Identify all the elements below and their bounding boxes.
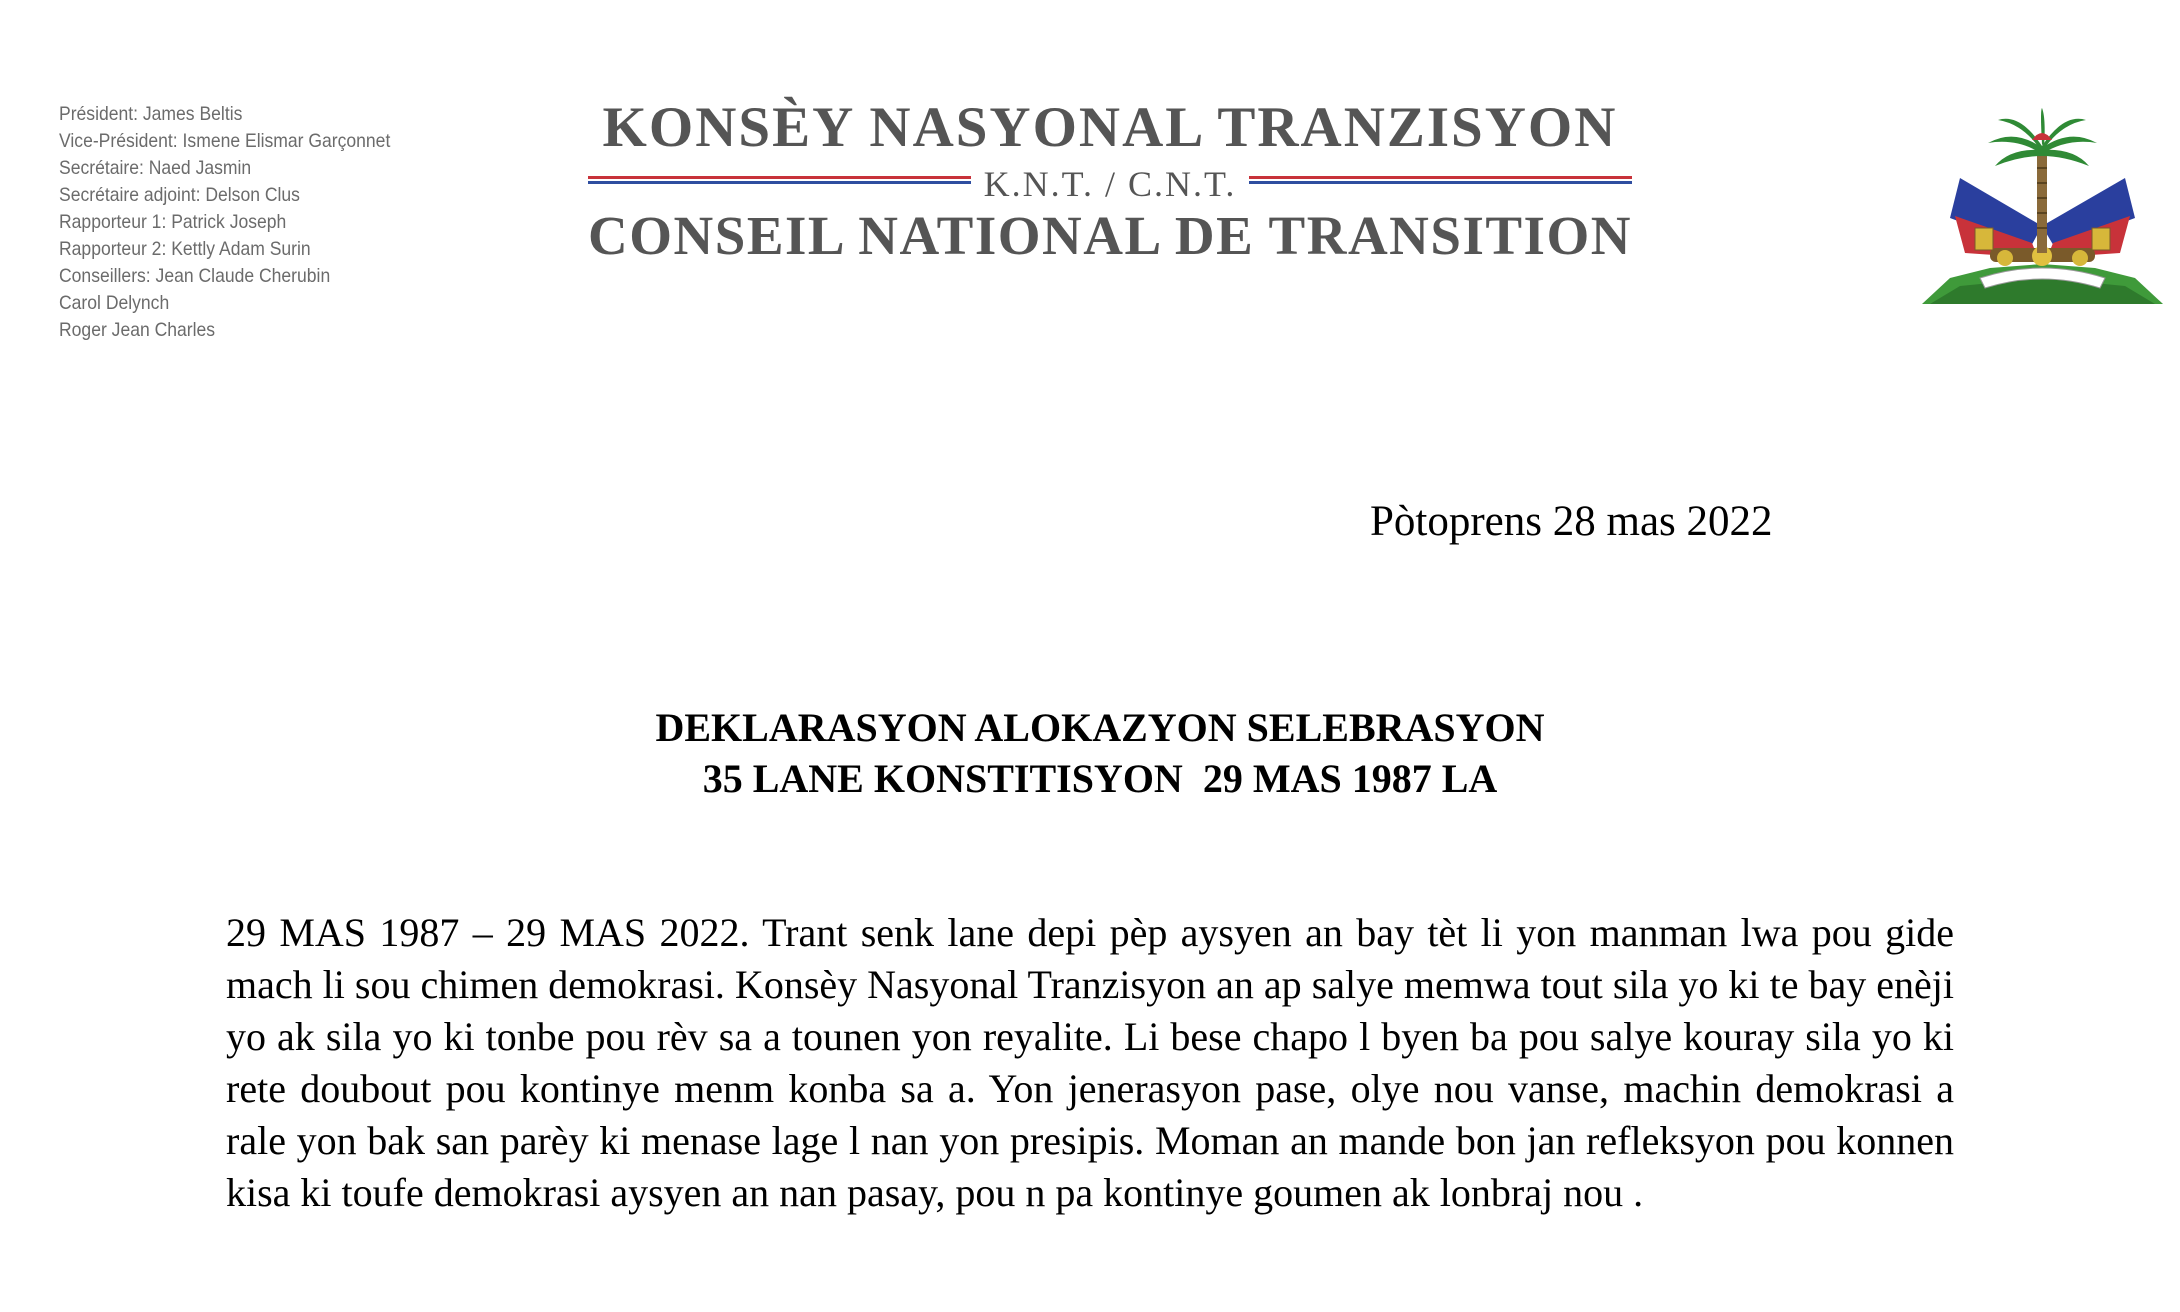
member-president: Président: James Beltis xyxy=(59,103,243,125)
member-rapporteur-2: Rapporteur 2: Kettly Adam Surin xyxy=(59,238,311,260)
declaration-heading-line-2: 35 LANE KONSTITISYON 29 MAS 1987 LA xyxy=(702,756,1498,801)
declaration-body-paragraph: 29 MAS 1987 – 29 MAS 2022. Trant senk lane depi pèp aysyen an bay tèt li yon manman lwa pou gide mach li sou chimen demokrasi. Konsèy Nasyonal Tranzisyon an ap salye memwa tout sila yo ki te bay enèji yo ak sila yo ki tonbe pou rèv sa a tounen yon reyalite. Li bese chapo l byen ba pou salye kouray sila yo ki rete doubout pou kontinye menm konba sa a. Yon jenerasyon pase, olye nou vanse, machin demokrasi a rale yon bak san parèy ki menase lage l nan yon presipis. Moman an mande bon jan refleksyon pou konnen kisa ki toufe demokrasi aysyen an nan pasay, pou n pa kontinye goumen ak lonbraj nou . xyxy=(226,910,1954,1215)
member-secretary: Secrétaire: Naed Jasmin xyxy=(59,157,252,179)
member-councillor-2: Carol Delynch xyxy=(59,292,170,314)
letterhead-abbreviation: K.N.T. / C.N.T. xyxy=(983,164,1237,204)
letterhead-divider xyxy=(585,162,1635,206)
member-assistant-secretary: Secrétaire adjoint: Delson Clus xyxy=(59,184,300,206)
member-councillor-1: Conseillers: Jean Claude Cherubin xyxy=(59,265,331,287)
letterhead-title-kreyol: KONSÈY NASYONAL TRANZISYON xyxy=(602,96,1618,159)
council-members-list xyxy=(59,101,437,344)
haiti-coat-of-arms-icon xyxy=(1920,108,2165,308)
declaration-heading xyxy=(400,702,1800,804)
letterhead xyxy=(585,96,1635,266)
declaration-heading-line-1: DEKLARASYON ALOKAZYON SELEBRASYON xyxy=(655,705,1545,750)
document-date: Pòtoprens 28 mas 2022 xyxy=(1370,498,1773,545)
divider-lines-right xyxy=(1249,176,1632,186)
member-vice-president: Vice-Président: Ismene Elismar Garçonnet xyxy=(59,130,391,152)
letterhead-title-french: CONSEIL NATIONAL DE TRANSITION xyxy=(588,205,1632,266)
member-councillor-3: Roger Jean Charles xyxy=(59,319,216,341)
member-rapporteur-1: Rapporteur 1: Patrick Joseph xyxy=(59,211,287,233)
